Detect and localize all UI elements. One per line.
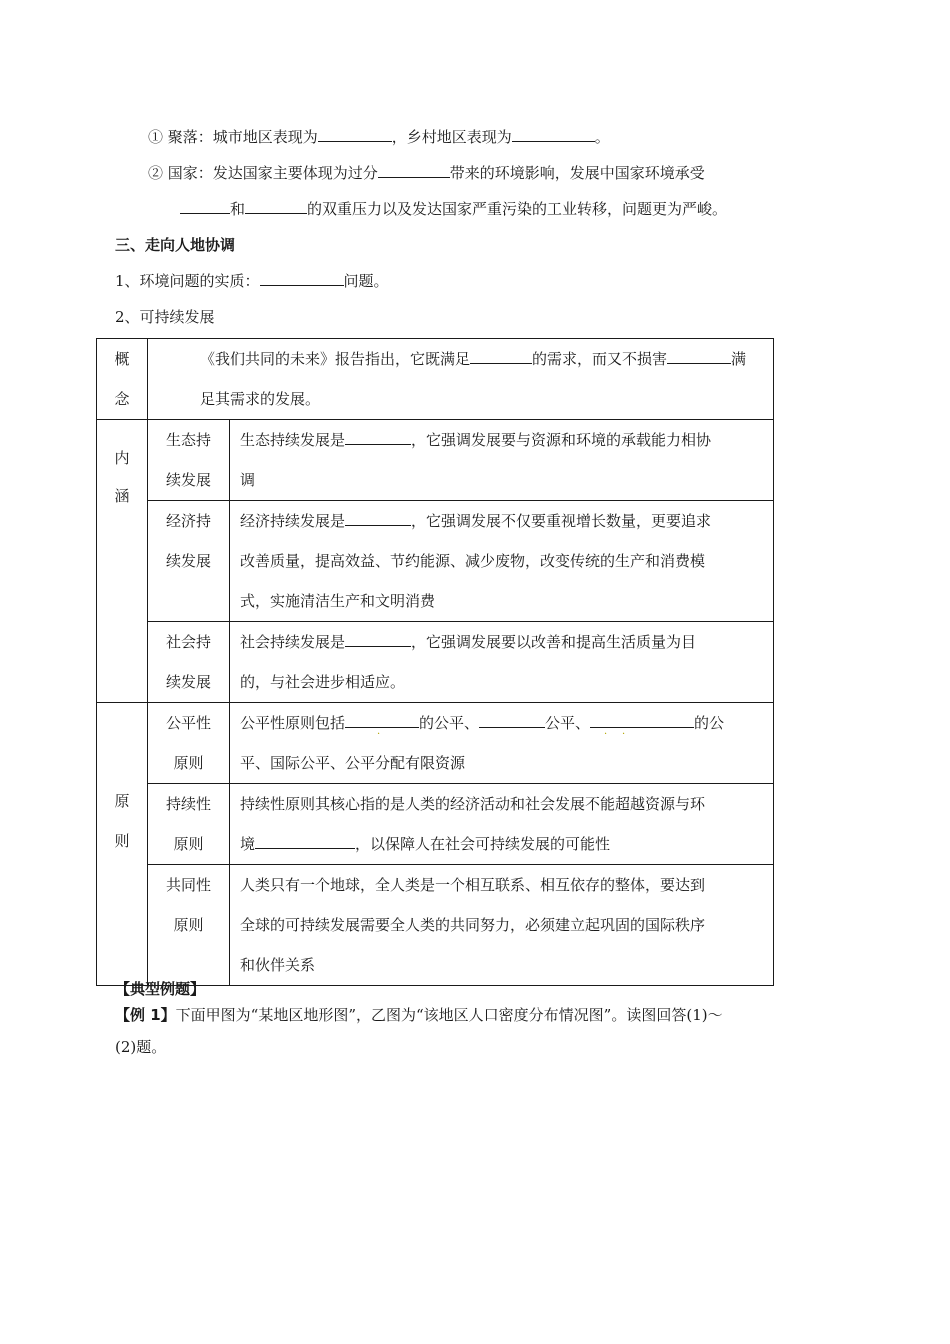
- settlement-prefix: ① 聚落：城市地区表现为: [148, 128, 318, 146]
- social-text-c: 的，与社会进步相适应。: [240, 673, 406, 691]
- fairness-text-a: 公平性原则包括: [240, 714, 346, 732]
- blank-concept-1[interactable]: [470, 349, 532, 364]
- blank-rural[interactable]: [512, 127, 595, 142]
- concept-text-a: 《我们共同的未来》报告指出，它既满足: [200, 350, 471, 368]
- blank-concept-2[interactable]: [667, 349, 731, 364]
- ecological-sub-line-2: 续发展: [165, 471, 211, 489]
- ecological-text-b: ，它强调发展要与资源和环境的承载能力相协: [411, 431, 712, 449]
- concept-label-line-2: 念: [114, 390, 130, 408]
- economic-sub-line-1: 经济持: [165, 512, 211, 530]
- country-item-line2: [180, 198, 727, 220]
- settlement-end: 。: [594, 128, 610, 146]
- concept-text-c: 满: [731, 350, 747, 368]
- question-1-prefix: 1、环境问题的实质：: [115, 272, 260, 290]
- social-sub-label: [148, 622, 230, 703]
- principles-label-line-1: 原: [114, 792, 130, 810]
- question-1-suffix: 问题。: [343, 272, 389, 290]
- fairness-sub-line-2: 原则: [173, 754, 204, 772]
- concept-text-b: 的需求，而又不损害: [532, 350, 668, 368]
- commonality-sub-label: [148, 865, 230, 986]
- blank-ecological[interactable]: [345, 430, 411, 445]
- social-text-b: ，它强调发展要以改善和提高生活质量为目: [411, 633, 697, 651]
- fairness-text-b: 的公平、: [419, 714, 480, 732]
- economic-text-c: 改善质量，提高效益、节约能源、减少废物，改变传统的生产和消费模: [240, 552, 706, 570]
- question-1: [115, 270, 389, 292]
- blank-essence[interactable]: [260, 271, 344, 286]
- concept-label-line-1: 概: [114, 350, 130, 368]
- blank-economic[interactable]: [345, 511, 411, 526]
- sustainability-sub-line-1: 持续性: [165, 795, 211, 813]
- country-suffix: 带来的环境影响，发展中国家环境承受: [449, 164, 705, 182]
- fairness-text-e: 平、国际公平、公平分配有限资源: [240, 754, 466, 772]
- fairness-row: [97, 703, 774, 784]
- settlement-item: [148, 126, 610, 148]
- blank-developing-2[interactable]: [245, 199, 307, 214]
- sustainability-text-a: 持续性原则其核心指的是人类的经济活动和社会发展不能超越资源与环: [240, 795, 706, 813]
- connotation-label-line-1: 内: [114, 449, 130, 467]
- commonality-text-a: 人类只有一个地球，全人类是一个相互联系、相互依存的整体，要达到: [240, 876, 706, 894]
- concept-text-d: 足其需求的发展。: [200, 390, 321, 408]
- commonality-text-c: 和伙伴关系: [240, 956, 316, 974]
- economic-text-a: 经济持续发展是: [240, 512, 346, 530]
- commonality-text-b: 全球的可持续发展需要全人类的共同努力，必须建立起巩固的国际秩序: [240, 916, 706, 934]
- country-prefix: ② 国家：发达国家主要体现为过分: [148, 164, 378, 182]
- commonality-sub-line-2: 原则: [173, 916, 204, 934]
- fairness-text: [230, 703, 774, 784]
- social-row: [97, 622, 774, 703]
- blank-urban[interactable]: [318, 127, 392, 142]
- sustainability-text-b: 境: [240, 835, 256, 853]
- concept-text: [148, 339, 774, 420]
- ecological-text-a: 生态持续发展是: [240, 431, 346, 449]
- economic-text-d: 式，实施清洁生产和文明消费: [240, 592, 436, 610]
- blank-fairness-1[interactable]: [345, 713, 419, 740]
- sustainability-text: [230, 784, 774, 865]
- blank-developed[interactable]: [378, 163, 450, 178]
- economic-sub-line-2: 续发展: [165, 552, 211, 570]
- commonality-text: [230, 865, 774, 986]
- fairness-text-c: 公平、: [545, 714, 591, 732]
- section-three-heading: 三、走向人地协调: [115, 236, 236, 254]
- blank-developing-1[interactable]: [180, 199, 230, 214]
- sustainability-sub-label: [148, 784, 230, 865]
- sustainability-text-c: ，以保障人在社会可持续发展的可能性: [355, 835, 611, 853]
- settlement-mid: ，乡村地区表现为: [391, 128, 512, 146]
- principles-label-line-2: 则: [114, 832, 130, 850]
- blank-fairness-3[interactable]: [590, 713, 694, 740]
- fairness-text-d: 的公: [694, 714, 725, 732]
- ecological-sub-line-1: 生态持: [165, 431, 211, 449]
- blank-social[interactable]: [345, 632, 411, 647]
- economic-sub-label: [148, 501, 230, 622]
- social-text-a: 社会持续发展是: [240, 633, 346, 651]
- ecological-sub-label: [148, 420, 230, 501]
- country-item-line1: [148, 162, 705, 184]
- connotation-label-line-2: 涵: [114, 487, 130, 505]
- principles-label: [97, 703, 148, 986]
- concept-row: [97, 339, 774, 420]
- sustainability-sub-line-2: 原则: [173, 835, 204, 853]
- mark-dot-icon: ·: [377, 729, 381, 740]
- social-sub-line-2: 续发展: [165, 673, 211, 691]
- fairness-sub-line-1: 公平性: [165, 714, 211, 732]
- economic-text-b: ，它强调发展不仅要重视增长数量，更要追求: [411, 512, 712, 530]
- question-2: 2、可持续发展: [115, 308, 215, 326]
- country-line2-suffix: 的双重压力以及发达国家严重污染的工业转移，问题更为严峻。: [307, 200, 728, 218]
- economic-row: [97, 501, 774, 622]
- ecological-text-c: 调: [240, 471, 256, 489]
- commonality-sub-line-1: 共同性: [165, 876, 211, 894]
- examples-heading: 【典型例题】: [115, 980, 206, 998]
- ecological-row: [97, 420, 774, 501]
- concept-label: [97, 339, 148, 420]
- economic-text: [230, 501, 774, 622]
- example-1-label: 【例 1】: [115, 1006, 176, 1024]
- sustainability-row: [97, 784, 774, 865]
- sustainable-development-table: [96, 338, 774, 986]
- commonality-row: [97, 865, 774, 986]
- country-and: 和: [230, 200, 246, 218]
- fairness-sub-label: [148, 703, 230, 784]
- social-text: [230, 622, 774, 703]
- example-1: [115, 1004, 723, 1026]
- blank-sustainability[interactable]: [255, 834, 355, 849]
- connotation-label: [97, 420, 148, 703]
- example-1-text: 下面甲图为“某地区地形图”，乙图为“该地区人口密度分布情况图”。读图回答(1)～: [175, 1006, 723, 1024]
- social-sub-line-1: 社会持: [165, 633, 211, 651]
- blank-fairness-2[interactable]: [479, 713, 545, 728]
- mark-dot-icon: ·: [622, 729, 626, 740]
- mark-dot-icon: ·: [604, 729, 608, 740]
- example-1-continued: (2)题。: [115, 1038, 167, 1056]
- ecological-text: [230, 420, 774, 501]
